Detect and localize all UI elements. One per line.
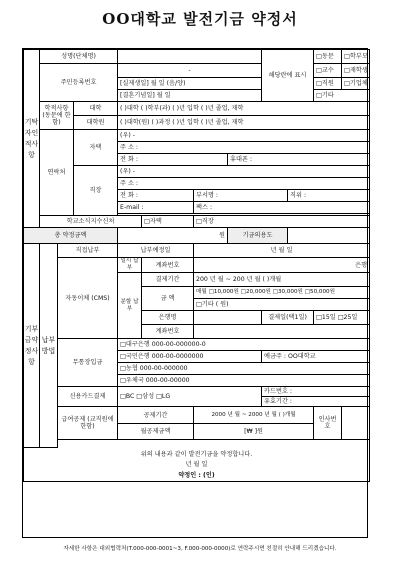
period-field[interactable]: 200 년 월 ~ 200 년 월 ( )개월 <box>194 273 370 287</box>
marks-label: 해당란에 표시 <box>262 50 314 102</box>
work-phone[interactable]: 전 화 : <box>118 190 194 202</box>
name-field[interactable] <box>118 50 262 64</box>
total-pledge-field[interactable]: 원 <box>118 228 228 244</box>
personnel-number-label: 인사번호 <box>314 407 342 440</box>
newsletter-work[interactable]: □직장 <box>194 216 370 228</box>
payment-day-options[interactable]: □15일 □25일 <box>314 311 370 325</box>
work-postal[interactable]: (우) - <box>118 166 370 178</box>
university-line[interactable]: ( )대학 ( )학부(과) ( )년 입학 ( )년 졸업, 재학 <box>118 102 370 116</box>
closing-block <box>24 448 370 482</box>
installment-label: 분할 납부 <box>118 273 142 339</box>
form-title: OO대학교 발전기금 약정서 <box>102 10 298 28</box>
salary-deduction-label: 급여공제 (교직원에 한함) <box>58 407 118 440</box>
lump-account-label: 계좌번호 <box>142 258 194 273</box>
due-date-field[interactable]: 년 월 일 <box>194 244 370 258</box>
total-pledge-label: 총 약정금액 <box>24 228 118 244</box>
card-expiry[interactable]: 유효기간 : <box>262 397 370 407</box>
due-date-label: 납부예정일 <box>118 244 194 258</box>
newsletter-home[interactable]: □자택 <box>142 216 194 228</box>
mark-student[interactable]: □재학생 <box>342 64 370 78</box>
position[interactable]: 직위 : <box>288 190 370 202</box>
bank-transfer-label: 무통장입금 <box>58 339 118 387</box>
payment-method-label: 납부방법 <box>40 244 58 448</box>
department[interactable]: 부서명 : <box>194 190 288 202</box>
section-donor-label: 기탁자인적사항 <box>24 50 40 228</box>
mark-staff[interactable]: □직원 <box>314 78 342 90</box>
direct-payment-label: 직접납부 <box>58 244 118 258</box>
installment-account-field[interactable] <box>194 325 370 339</box>
amount-other[interactable]: □기타 ( 원) <box>194 299 370 311</box>
monthly-amount-label: 월공제금액 <box>118 424 194 440</box>
home-phone[interactable]: 전 화 : <box>118 154 228 166</box>
form-table <box>23 49 370 482</box>
card-number[interactable]: 카드번호 : <box>262 387 370 397</box>
signer-line[interactable]: 약정인 : (인) <box>178 471 215 479</box>
home-label: 자택 <box>74 130 118 166</box>
home-postal[interactable]: (우) - <box>118 130 370 142</box>
graduate-label: 대학원 <box>74 116 118 130</box>
work-label: 직장 <box>74 166 118 216</box>
deduction-period-field[interactable]: 2000 년 월 ~ 2000 년 월 ( )개월 <box>194 407 314 424</box>
deduction-period-label: 공제기간 <box>118 407 194 424</box>
footer-note: 자세한 사항은 대외협력처(T.000-000-0001~3, F.000-000-0000)로 연락주시면 친절히 안내해 드리겠습니다. <box>63 546 337 552</box>
purpose-label: 기금의용도 <box>228 228 288 244</box>
section-pledge-label: 기부금약정사항 <box>24 244 40 448</box>
wedding-line[interactable]: [결혼기념일] 월 일 <box>118 90 262 102</box>
fax[interactable]: 팩스 : <box>194 202 370 214</box>
purpose-field[interactable] <box>288 228 370 244</box>
work-address[interactable]: 주 소 : <box>118 178 370 190</box>
newsletter-label: 학교소식지수신처 <box>40 216 142 228</box>
monthly-amount-field[interactable]: [₩ ]원 <box>194 424 314 440</box>
mark-alumni[interactable]: □동문 <box>314 50 342 64</box>
card-options[interactable]: □BC □삼성 □LG <box>118 387 262 407</box>
amount-label: 금 액 <box>142 287 194 311</box>
form-frame <box>22 48 368 538</box>
mark-parent[interactable]: □학부모 <box>342 50 370 64</box>
home-address[interactable]: 주 소 : <box>118 142 370 154</box>
bank-option-4[interactable]: □우체국 000-00-00000 <box>118 375 370 387</box>
spacer <box>58 440 370 448</box>
closing-date[interactable]: 년 월 일 <box>185 461 208 469</box>
email[interactable]: E-mail : <box>118 202 194 214</box>
lump-account-field[interactable]: 은행 <box>194 258 370 273</box>
bank-option-3[interactable]: □농협 000-00-000000 <box>118 363 370 375</box>
closing-statement: 위의 내용과 같이 발전기금을 약정합니다. <box>140 451 253 459</box>
mobile-phone[interactable]: 휴대폰 : <box>228 154 370 166</box>
academic-note: (동문에 한함) <box>42 111 71 127</box>
contact-label: 연락처 <box>40 130 74 216</box>
mark-other[interactable]: □기타 <box>314 90 370 102</box>
rrn-field[interactable]: - <box>118 64 262 78</box>
rrn-label: 주민등록번호 <box>40 64 118 102</box>
installment-account-label: 계좌번호 <box>142 325 194 339</box>
lump-sum-label: 일시 납부 <box>118 258 142 273</box>
account-holder: 예금주 : OO대학교 <box>262 351 370 363</box>
academic-label <box>40 102 74 130</box>
mark-company[interactable]: □기업체 <box>342 78 370 90</box>
academic-title: 학적사항 <box>44 104 69 112</box>
amount-options[interactable]: 매월 □10,000원 □20,000원 □30,000원 □50,000원 <box>194 287 370 299</box>
period-label: 결제기간 <box>142 273 194 287</box>
birthday-line[interactable]: [실제생일] 월 일 (음/양) <box>118 78 262 90</box>
university-label: 대학 <box>74 102 118 116</box>
name-label: 성명(단체명) <box>40 50 118 64</box>
payment-day-label: 결제일(택1일) <box>262 311 314 325</box>
bank-name-label: 은행명 <box>142 311 194 325</box>
bank-name-field[interactable] <box>194 311 262 325</box>
cms-label: 자동이체 (CMS) <box>58 258 118 339</box>
graduate-line[interactable]: ( )대학(원) ( )과정 ( )년 입학 ( )년 졸업, 재학 <box>118 116 370 130</box>
bank-option-1[interactable]: □대구은행 000-00-000000-0 <box>118 339 370 351</box>
credit-card-label: 신용카드결제 <box>58 387 118 407</box>
mark-professor[interactable]: □교수 <box>314 64 342 78</box>
personnel-number-field[interactable] <box>342 407 370 440</box>
bank-option-2[interactable]: □국민은행 000-00-0000000 <box>118 351 262 363</box>
